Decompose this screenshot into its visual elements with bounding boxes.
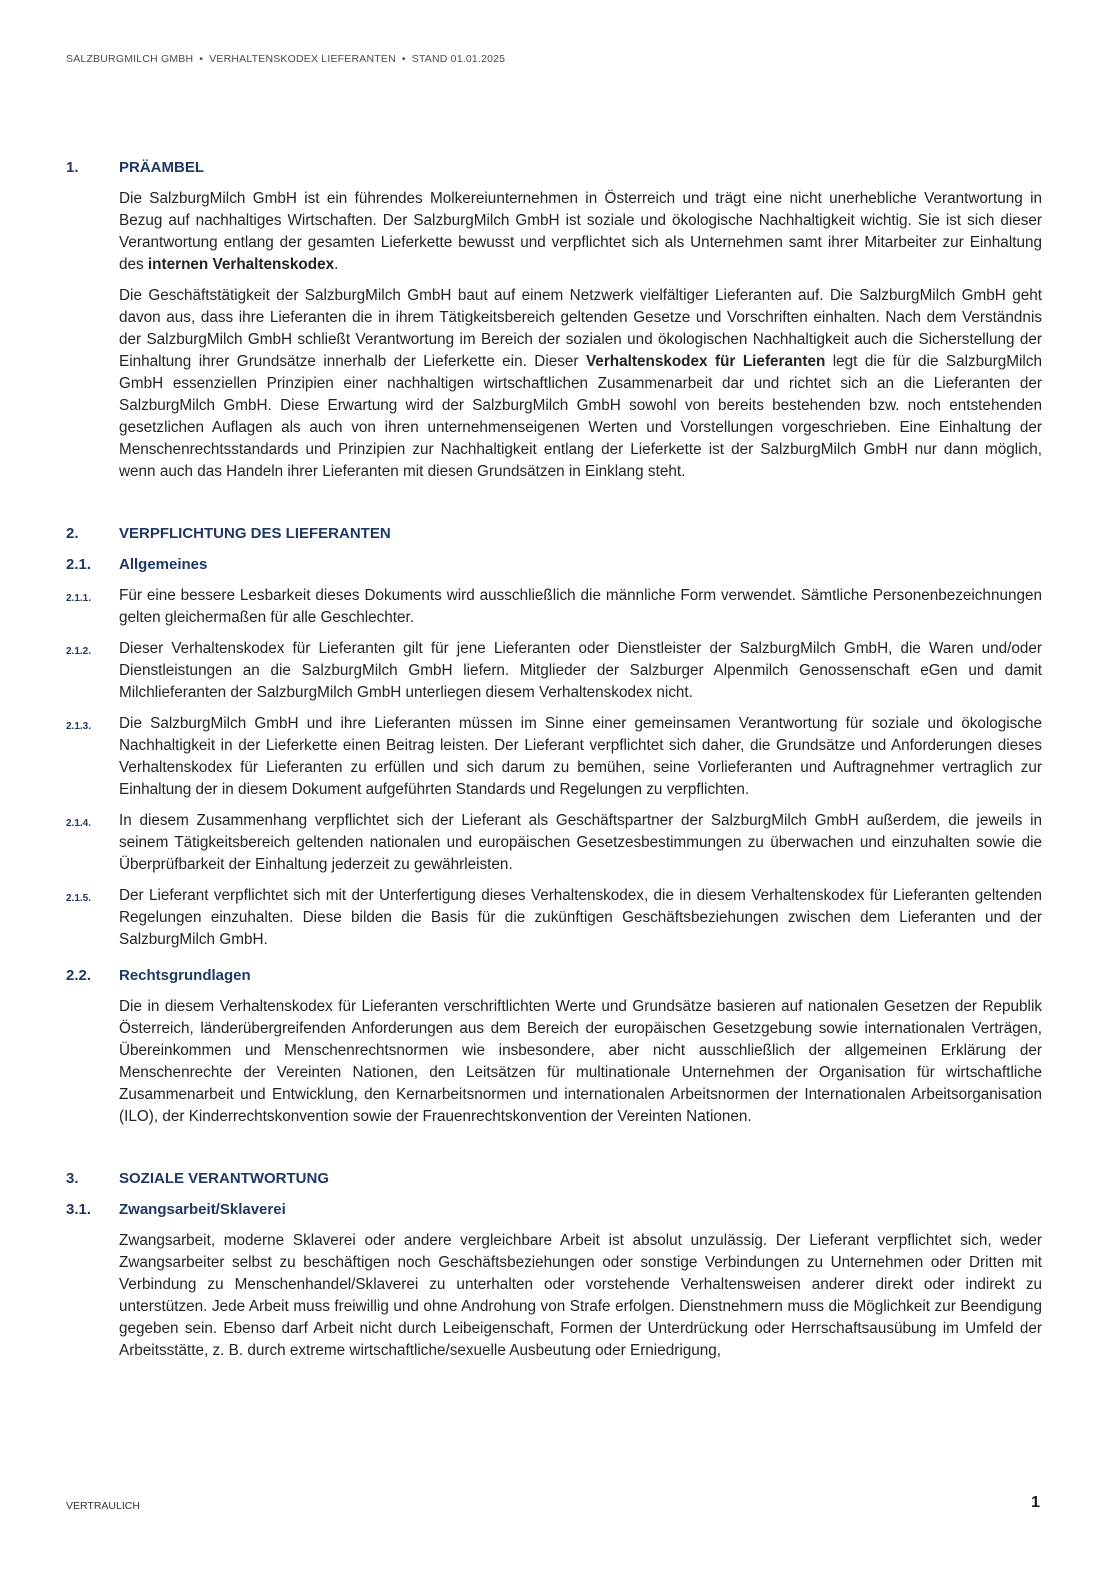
section-title: VERPFLICHTUNG DES LIEFERANTEN	[119, 525, 391, 542]
item-number: 2.1.2.	[66, 646, 92, 657]
text-run: Die SalzburgMilch GmbH ist ein führendes Molkereiunternehmen in Österreich und trägt eine nicht unerhebliche Verantwortung in Bezug auf nachhaltiges Wirtschaften. Der SalzburgMilch GmbH ist soziale und ökologische Nachhaltigkeit wichtig. Sie ist sich dieser Verantwortung entlang der gesamten Lieferkette bewusst und verpflichtet sich als Unternehmen samt ihrer Mitarbeiter zur Einhaltung des	[119, 190, 1042, 273]
header-separator: •	[401, 53, 406, 65]
item-text: Der Lieferant verpflichtet sich mit der Unterfertigung dieses Verhaltenskodex, die in diesem Verhaltenskodex für Lieferanten geltenden Regelungen einzuhalten. Diese bilden die Basis für die zukünftigen Geschäftsbeziehungen zwischen dem Lieferanten und der SalzburgMilch GmbH.	[119, 887, 1042, 948]
page-number: 1	[1031, 1494, 1040, 1511]
subsection-number: 2.1.	[66, 556, 92, 573]
list-item	[66, 585, 1042, 629]
section-number: 1.	[66, 159, 79, 176]
paragraph	[119, 188, 1042, 276]
paragraph: Die in diesem Verhaltenskodex für Lieferanten verschriftlichten Werte und Grundsätze basieren auf nationalen Gesetzen der Republik Österreich, länderübergreifenden Anforderungen aus dem Bereich der europäischen Gesetzgebung sowie internationalen Verträgen, Übereinkommen und Menschenrechtsnormen wie insbesondere, aber nicht ausschließlich der allgemeinen Erklärung der Menschenrechte der Vereinten Nationen, den Leitsätzen für multinationale Unternehmen der Organisation für wirtschaftliche Zusammenarbeit und Entwicklung, den Kernarbeitsnormen und internationalen Arbeitsnormen der Internationalen Arbeitsorganisation (ILO), der Kinderrechtskonvention sowie der Frauenrechtskonvention der Vereinten Nationen.	[119, 998, 1042, 1125]
item-number: 2.1.4.	[66, 818, 92, 829]
header-company: SALZBURGMILCH GMBH	[66, 53, 194, 65]
item-text: Für eine bessere Lesbarkeit dieses Dokuments wird ausschließlich die männliche Form verwendet. Sämtliche Personenbezeichnungen gelten gleichermaßen für alle Geschlechter.	[119, 587, 1042, 626]
section-number: 3.	[66, 1170, 79, 1187]
list-item	[66, 885, 1042, 951]
bold-text: Verhaltenskodex für Lieferanten	[585, 353, 826, 370]
item-text: Die SalzburgMilch GmbH und ihre Lieferanten müssen im Sinne einer gemeinsamen Verantwortung für soziale und ökologische Nachhaltigkeit in der Lieferkette einen Beitrag leisten. Der Lieferant verpflichtet sich daher, die Grundsätze und Anforderungen dieses Verhaltenskodex für Lieferanten zu erfüllen und sich darum zu bemühen, seine Vorlieferanten und Auftragnehmer vertraglich zur Einhaltung der in diesem Dokument aufgeführten Standards und Regelungen zu verpflichten.	[119, 715, 1042, 798]
header-doc-title: VERHALTENSKODEX LIEFERANTEN	[209, 53, 396, 65]
paragraph: Zwangsarbeit, moderne Sklaverei oder andere vergleichbare Arbeit ist absolut unzulässig. Der Lieferant verpflichtet sich, weder Zwangsarbeiter selbst zu beschäftigen noch Geschäftsbeziehungen oder sonstige Verbindungen zu Unternehmen oder Dritten mit Verbindung zu Menschenhandel/Sklaverei zu unterhalten oder vorstehende Verhaltensweisen anderer direkt oder indirekt zu unterstützen. Jede Arbeit muss freiwillig und ohne Androhung von Strafe erfolgen. Dienstnehmern muss die Möglichkeit zur Beendigung gegeben sein. Ebenso darf Arbeit nicht durch Leibeigenschaft, Formen der Unterdrückung oder Herrschaftsausübung im Umfeld der Arbeitsstätte, z. B. durch extreme wirtschaftliche/sexuelle Ausbeutung oder Erniedrigung,	[119, 1232, 1042, 1359]
header-separator: •	[199, 53, 204, 65]
item-text: In diesem Zusammenhang verpflichtet sich der Lieferant als Geschäftspartner der SalzburgMilch GmbH außerdem, die jeweils in seinem Tätigkeitsbereich geltenden nationalen und europäischen Gesetzesbestimmungen zu überwachen und einzuhalten sowie die Überprüfbarkeit der Einhaltung jederzeit zu gewährleisten.	[119, 812, 1042, 873]
subsection-heading-3-1	[66, 1199, 1042, 1221]
subsection-heading-2-2	[66, 965, 1042, 987]
subsection-number: 3.1.	[66, 1201, 92, 1218]
list-item	[66, 638, 1042, 704]
section-heading-1	[66, 157, 1042, 179]
section-title: PRÄAMBEL	[119, 159, 204, 176]
text-run: Die Geschäftstätigkeit der SalzburgMilch GmbH baut auf einem Netzwerk vielfältiger Lieferanten auf. Die SalzburgMilch GmbH geht davon aus, dass ihre Lieferanten die in ihrem Tätigkeitsbereich geltenden Gesetze und Vorschriften einhalten. Nach dem Verständnis der SalzburgMilch GmbH schließt Verantwortung im Bereich der sozialen und ökologischen Nachhaltigkeit auch die Sicherstellung der Einhaltung ihrer Grundsätze innerhalb der Lieferkette ein. Dieser	[119, 287, 1042, 370]
footer-confidential-label: VERTRAULICH	[66, 1500, 140, 1512]
subsection-title: Zwangsarbeit/Sklaverei	[119, 1201, 286, 1218]
subsection-title: Rechtsgrundlagen	[119, 967, 251, 984]
section-heading-3	[66, 1168, 1042, 1190]
subsection-heading-2-1	[66, 554, 1042, 576]
text-run: legt die für die SalzburgMilch GmbH essenziellen Prinzipien einer nachhaltigen wirtschaftlichen Zusammenarbeit dar und richtet sich an die Lieferanten der SalzburgMilch GmbH. Diese Erwartung wird der SalzburgMilch GmbH sowohl von bereits bestehenden bzw. noch entstehenden gesetzlichen Auflagen als auch von ihren unternehmenseigenen Werten und Vorstellungen vorgeschrieben. Eine Einhaltung der Menschenrechtsstandards und Prinzipien zur Nachhaltigkeit entlang der Lieferkette ist der SalzburgMilch GmbH nur dann möglich, wenn auch das Handeln ihrer Lieferanten mit diesen Grundsätzen in Einklang steht.	[119, 353, 1042, 480]
header-stand: STAND 01.01.2025	[411, 53, 506, 65]
item-text: Dieser Verhaltenskodex für Lieferanten gilt für jene Lieferanten oder Dienstleister der SalzburgMilch GmbH, die Waren und/oder Dienstleistungen an die SalzburgMilch GmbH liefern. Mitglieder der Salzburger Alpenmilch Genossenschaft eGen und damit Milchlieferanten der SalzburgMilch GmbH unterliegen diesem Verhaltenskodex nicht.	[119, 640, 1042, 701]
page-header	[66, 53, 505, 65]
paragraph	[119, 285, 1042, 483]
bold-text: internen Verhaltenskodex	[147, 256, 335, 273]
subsection-number: 2.2.	[66, 967, 92, 984]
subsection-title: Allgemeines	[119, 556, 208, 573]
item-number: 2.1.1.	[66, 593, 92, 604]
section-heading-2	[66, 523, 1042, 545]
section-number: 2.	[66, 525, 79, 542]
item-number: 2.1.5.	[66, 893, 92, 904]
list-item	[66, 810, 1042, 876]
item-number: 2.1.3.	[66, 721, 92, 732]
section-title: SOZIALE VERANTWORTUNG	[119, 1170, 329, 1187]
list-item	[66, 713, 1042, 801]
document-body	[66, 157, 1042, 1371]
text-run: .	[334, 256, 339, 273]
